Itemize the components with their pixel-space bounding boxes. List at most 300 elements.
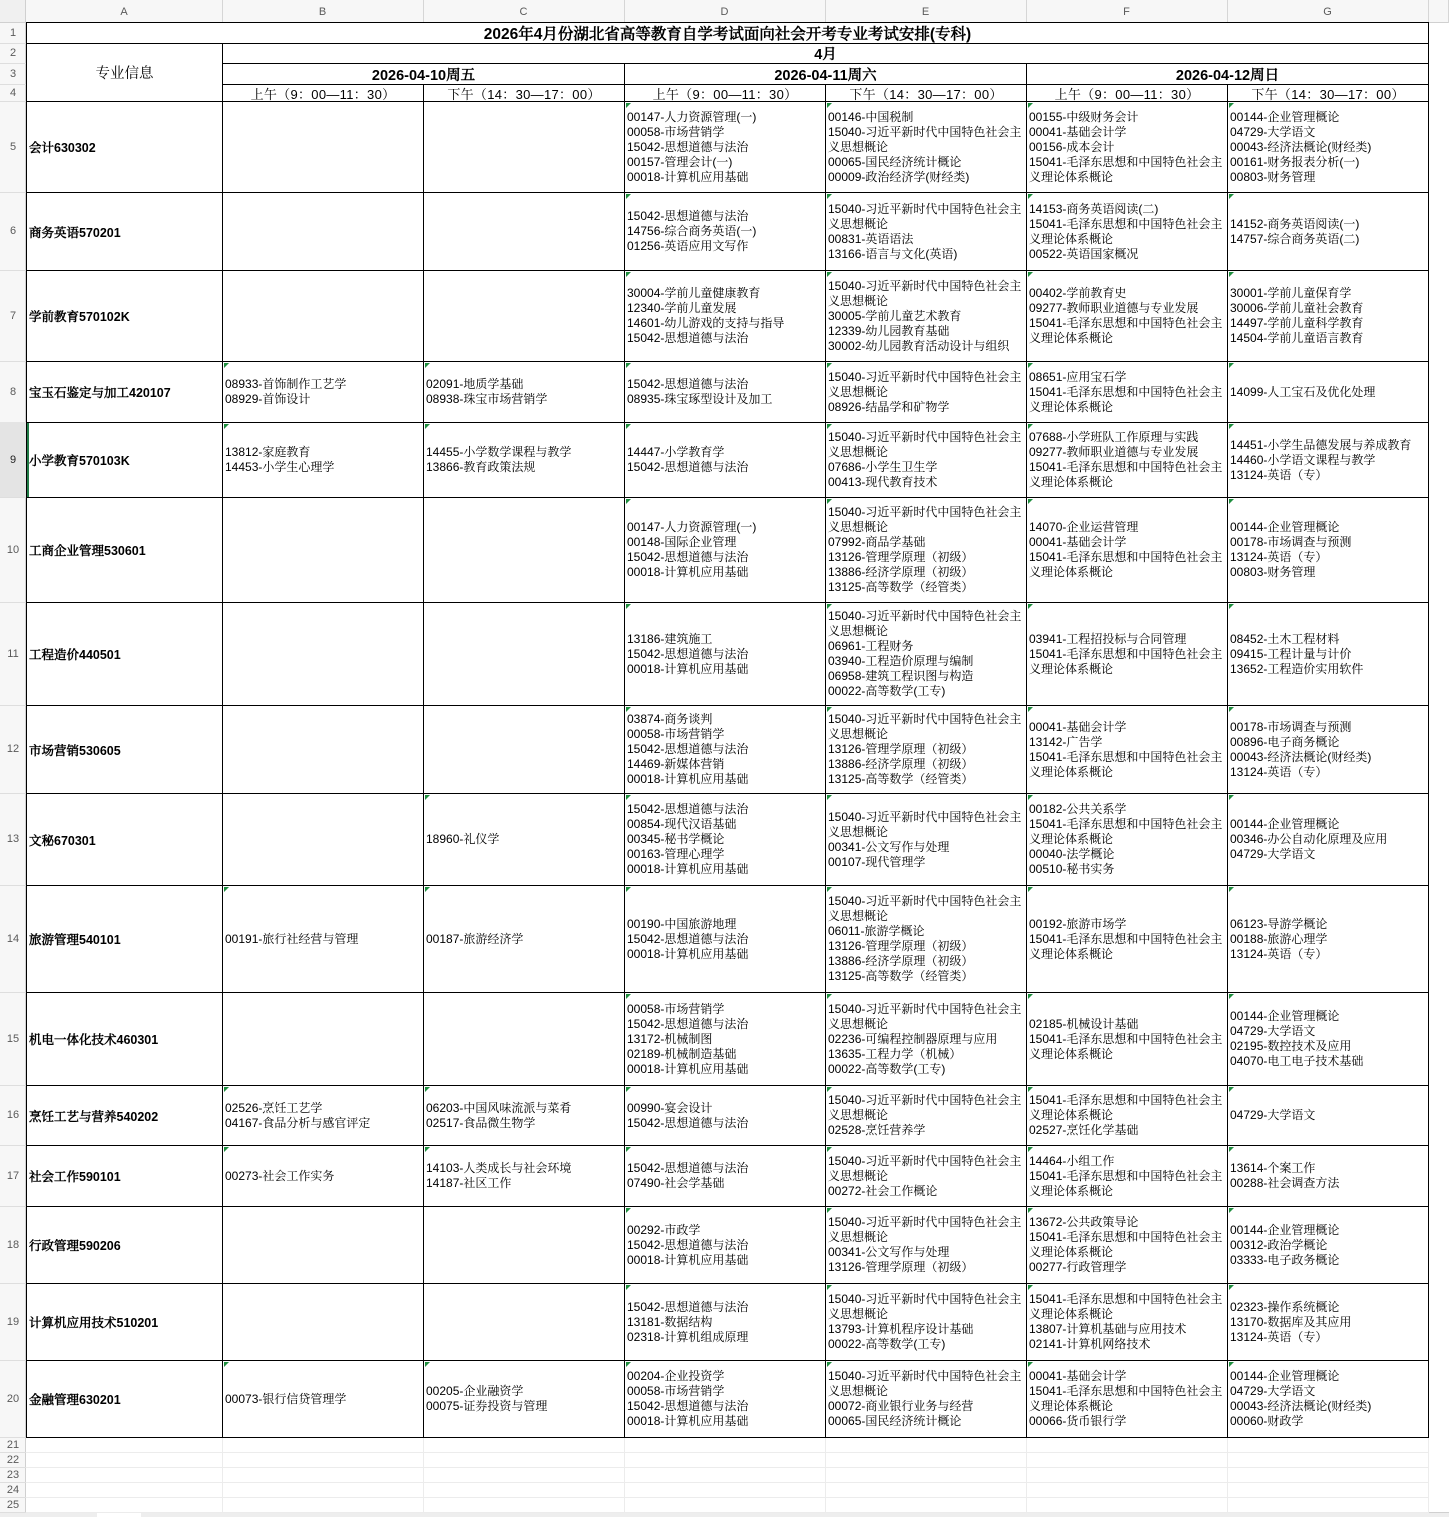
cell-E15[interactable]	[825, 992, 1027, 1086]
course-entry: 14469-新媒体营销	[627, 757, 725, 771]
column-header-c[interactable]	[423, 0, 625, 23]
course-entry: 00022-高等数学(工专)	[828, 684, 946, 698]
course-entry: 00288-社会调查方法	[1230, 1176, 1340, 1190]
exam-session-time: 下午（14：30—17：00）	[849, 86, 1003, 102]
cell-E11[interactable]	[825, 602, 1027, 706]
cell-G20[interactable]	[1227, 1360, 1429, 1438]
cell-G18[interactable]	[1227, 1206, 1429, 1284]
session-header-cell[interactable]	[222, 84, 424, 102]
row-header-22[interactable]	[0, 1452, 26, 1468]
course-entry: 15040-习近平新时代中国特色社会主义思想概论	[828, 1001, 1022, 1031]
cell-D12[interactable]	[624, 705, 826, 794]
row-header-6[interactable]	[0, 192, 26, 271]
course-entry: 07992-商品学基础	[828, 535, 926, 549]
column-letter: E	[921, 5, 930, 18]
row-number: 21	[6, 1438, 20, 1451]
course-entry: 14447-小学教育学	[627, 445, 725, 459]
cell-D14[interactable]	[624, 885, 826, 993]
row-header-21[interactable]	[0, 1437, 26, 1453]
course-entry: 00066-货币银行学	[1029, 1414, 1127, 1428]
row-number: 15	[6, 1032, 20, 1045]
course-entry: 15041-毛泽东思想和中国特色社会主义理论体系概论	[1029, 316, 1223, 345]
row-number: 25	[6, 1498, 20, 1511]
course-entry: 00043-经济法概论(财经类)	[1230, 1399, 1372, 1413]
course-entry: 00058-市场营销学	[627, 1001, 725, 1016]
course-entry: 15040-习近平新时代中国特色社会主义思想概论	[828, 124, 1022, 154]
empty-cell-B21[interactable]	[222, 1437, 424, 1453]
cell-F12[interactable]	[1026, 705, 1228, 794]
empty-cell-D25[interactable]	[624, 1497, 826, 1513]
cell-D5[interactable]	[624, 101, 826, 193]
cell-G10[interactable]	[1227, 497, 1429, 603]
row-header-20[interactable]	[0, 1360, 26, 1438]
course-entry: 15040-习近平新时代中国特色社会主义思想概论	[828, 1093, 1022, 1122]
cell-A17[interactable]	[26, 1145, 223, 1207]
month-header: 4月	[814, 47, 837, 63]
exam-session-time: 下午（14：30—17：00）	[1251, 86, 1405, 102]
cell-A8[interactable]	[26, 361, 223, 423]
cell-C15[interactable]	[423, 992, 625, 1086]
course-entry: 15042-思想道德与法治	[627, 646, 749, 661]
row-header-10[interactable]	[0, 497, 26, 603]
course-entry: 15041-毛泽东思想和中国特色社会主义理论体系概论	[1029, 931, 1223, 961]
empty-cell-D22[interactable]	[624, 1452, 826, 1468]
course-entry: 14601-幼儿游戏的支持与指导	[627, 316, 785, 330]
course-entry: 07688-小学班队工作原理与实践	[1029, 430, 1199, 444]
row-header-7[interactable]	[0, 270, 26, 362]
course-entry: 15042-思想道德与法治	[627, 209, 749, 223]
cell-E8[interactable]	[825, 361, 1027, 423]
cell-F6[interactable]	[1026, 192, 1228, 271]
empty-cell-A24[interactable]	[26, 1482, 223, 1498]
empty-cell-G21[interactable]	[1227, 1437, 1429, 1453]
cell-B18[interactable]	[222, 1206, 424, 1284]
cell-B11[interactable]	[222, 602, 424, 706]
course-entry: 00413-现代教育技术	[828, 475, 938, 489]
cell-F20[interactable]	[1026, 1360, 1228, 1438]
column-header-b[interactable]	[222, 0, 424, 23]
cell-G14[interactable]	[1227, 885, 1429, 993]
course-entry: 00144-企业管理概论	[1230, 109, 1340, 124]
cell-B12[interactable]	[222, 705, 424, 794]
course-entry: 04729-大学语文	[1230, 847, 1316, 861]
cell-D20[interactable]	[624, 1360, 826, 1438]
session-header-cell[interactable]	[1227, 84, 1429, 102]
cell-G17[interactable]	[1227, 1145, 1429, 1207]
course-entry: 01256-英语应用文写作	[627, 239, 749, 253]
course-entry: 00147-人力资源管理(一)	[627, 109, 757, 124]
cell-E5[interactable]	[825, 101, 1027, 193]
row-header-23[interactable]	[0, 1467, 26, 1483]
course-entry: 08651-应用宝石学	[1029, 369, 1127, 384]
row-header-25[interactable]	[0, 1497, 26, 1513]
select-all-corner[interactable]	[0, 0, 26, 23]
empty-cell-C24[interactable]	[423, 1482, 625, 1498]
cell-E18[interactable]	[825, 1206, 1027, 1284]
empty-cell-B23[interactable]	[222, 1467, 424, 1483]
row-number: 5	[9, 140, 17, 153]
cell-D18[interactable]	[624, 1206, 826, 1284]
course-entry: 04070-电工电子技术基础	[1230, 1054, 1364, 1068]
course-entry: 00803-财务管理	[1230, 565, 1316, 579]
course-entry: 15042-思想道德与法治	[627, 550, 749, 564]
cell-G15[interactable]	[1227, 992, 1429, 1086]
cell-G5[interactable]	[1227, 101, 1429, 193]
cell-A6[interactable]	[26, 192, 223, 271]
course-entry: 14460-小学语文课程与教学	[1230, 452, 1376, 467]
cell-B10[interactable]	[222, 497, 424, 603]
cell-F5[interactable]	[1026, 101, 1228, 193]
cell-F16[interactable]	[1026, 1085, 1228, 1146]
cell-A14[interactable]	[26, 885, 223, 993]
course-entry: 02517-食品微生物学	[426, 1115, 536, 1130]
empty-cell-F24[interactable]	[1026, 1482, 1228, 1498]
row-header-18[interactable]	[0, 1206, 26, 1284]
cell-C19[interactable]	[423, 1283, 625, 1361]
course-entry: 07490-社会学基础	[627, 1176, 725, 1190]
cell-C16[interactable]	[423, 1085, 625, 1146]
cell-B14[interactable]	[222, 885, 424, 993]
course-entry: 15042-思想道德与法治	[627, 1399, 749, 1413]
cell-A7[interactable]	[26, 270, 223, 362]
course-entry: 00060-财政学	[1230, 1414, 1304, 1428]
empty-cell-E24[interactable]	[825, 1482, 1027, 1498]
empty-cell-G24[interactable]	[1227, 1482, 1429, 1498]
cell-C11[interactable]	[423, 602, 625, 706]
course-entry: 15041-毛泽东思想和中国特色社会主义理论体系概论	[1029, 460, 1223, 489]
course-entry: 15041-毛泽东思想和中国特色社会主义理论体系概论	[1029, 216, 1223, 246]
cell-C14[interactable]	[423, 885, 625, 993]
course-entry: 00157-管理会计(一)	[627, 154, 733, 169]
cell-E7[interactable]	[825, 270, 1027, 362]
cell-C9[interactable]	[423, 422, 625, 498]
cell-C7[interactable]	[423, 270, 625, 362]
cell-B17[interactable]	[222, 1145, 424, 1207]
cell-E13[interactable]	[825, 793, 1027, 886]
cell-C6[interactable]	[423, 192, 625, 271]
cell-D15[interactable]	[624, 992, 826, 1086]
course-entry: 00041-基础会计学	[1029, 1369, 1127, 1383]
empty-cell-F21[interactable]	[1026, 1437, 1228, 1453]
column-header-f[interactable]	[1026, 0, 1228, 23]
cell-E20[interactable]	[825, 1360, 1027, 1438]
course-entry: 15042-思想道德与法治	[627, 1161, 749, 1175]
cell-D10[interactable]	[624, 497, 826, 603]
course-entry: 30005-学前儿童艺术教育	[828, 308, 962, 323]
empty-cell-F22[interactable]	[1026, 1452, 1228, 1468]
course-entry: 13807-计算机基础与应用技术	[1029, 1322, 1187, 1336]
cell-F11[interactable]	[1026, 602, 1228, 706]
course-entry: 00144-企业管理概论	[1230, 817, 1340, 831]
empty-cell-B24[interactable]	[222, 1482, 424, 1498]
cell-E17[interactable]	[825, 1145, 1027, 1207]
row-header-14[interactable]	[0, 885, 26, 993]
course-entry: 15041-毛泽东思想和中国特色社会主义理论体系概论	[1029, 1168, 1223, 1198]
cell-B15[interactable]	[222, 992, 424, 1086]
empty-cell-A21[interactable]	[26, 1437, 223, 1453]
cell-C8[interactable]	[423, 361, 625, 423]
course-entry: 02318-计算机组成原理	[627, 1329, 749, 1344]
course-entry: 00831-英语语法	[828, 231, 914, 246]
course-entry: 08935-珠宝琢型设计及加工	[627, 392, 773, 406]
cell-D6[interactable]	[624, 192, 826, 271]
course-entry: 00272-社会工作概论	[828, 1183, 938, 1198]
empty-cell-G25[interactable]	[1227, 1497, 1429, 1513]
cell-C12[interactable]	[423, 705, 625, 794]
course-entry: 00058-市场营销学	[627, 727, 725, 741]
cell-F8[interactable]	[1026, 361, 1228, 423]
cell-F17[interactable]	[1026, 1145, 1228, 1207]
empty-cell-A23[interactable]	[26, 1467, 223, 1483]
course-entry: 00058-市场营销学	[627, 124, 725, 139]
course-entry: 13126-管理学原理（初级）	[828, 939, 974, 953]
major-info-header-cell[interactable]	[26, 43, 223, 102]
cell-D9[interactable]	[624, 422, 826, 498]
course-entry: 13181-数据结构	[627, 1314, 713, 1329]
cell-C13[interactable]	[423, 793, 625, 886]
cell-A5[interactable]	[26, 101, 223, 193]
empty-cell-F25[interactable]	[1026, 1497, 1228, 1513]
course-entry: 00147-人力资源管理(一)	[627, 520, 757, 534]
cell-D13[interactable]	[624, 793, 826, 886]
course-entry: 00018-计算机应用基础	[627, 862, 749, 876]
course-entry: 15040-习近平新时代中国特色社会主义思想概论	[828, 894, 1022, 923]
course-entry: 13125-高等数学（经管类）	[828, 580, 974, 594]
course-entry: 13124-英语（专）	[1230, 467, 1328, 482]
cell-D17[interactable]	[624, 1145, 826, 1207]
column-header-a[interactable]	[26, 0, 223, 23]
cell-E12[interactable]	[825, 705, 1027, 794]
row-header-15[interactable]	[0, 992, 26, 1086]
sheet-title-cell[interactable]	[26, 22, 1429, 44]
cell-D8[interactable]	[624, 361, 826, 423]
course-entry: 14757-综合商务英语(二)	[1230, 231, 1360, 246]
cell-G7[interactable]	[1227, 270, 1429, 362]
course-entry: 00163-管理心理学	[627, 847, 725, 861]
empty-cell-B25[interactable]	[222, 1497, 424, 1513]
row-header-19[interactable]	[0, 1283, 26, 1361]
cell-G11[interactable]	[1227, 602, 1429, 706]
course-entry: 02526-烹饪工艺学	[225, 1100, 323, 1115]
cell-C20[interactable]	[423, 1360, 625, 1438]
cell-G12[interactable]	[1227, 705, 1429, 794]
row-header-8[interactable]	[0, 361, 26, 423]
cell-B6[interactable]	[222, 192, 424, 271]
cell-F15[interactable]	[1026, 992, 1228, 1086]
row-header-13[interactable]	[0, 793, 26, 886]
column-letter: G	[1323, 5, 1332, 18]
cell-G9[interactable]	[1227, 422, 1429, 498]
cell-G6[interactable]	[1227, 192, 1429, 271]
cell-B19[interactable]	[222, 1283, 424, 1361]
course-entry: 13124-英语（专）	[1230, 1329, 1328, 1344]
course-entry: 03874-商务谈判	[627, 712, 713, 726]
cell-G8[interactable]	[1227, 361, 1429, 423]
course-entry: 00188-旅游心理学	[1230, 931, 1328, 946]
course-entry: 15041-毛泽东思想和中国特色社会主义理论体系概论	[1029, 1031, 1223, 1061]
course-entry: 08452-土木工程材料	[1230, 631, 1340, 646]
empty-cell-G22[interactable]	[1227, 1452, 1429, 1468]
cell-F7[interactable]	[1026, 270, 1228, 362]
cell-B13[interactable]	[222, 793, 424, 886]
empty-cell-D24[interactable]	[624, 1482, 826, 1498]
cell-F19[interactable]	[1026, 1283, 1228, 1361]
empty-cell-C23[interactable]	[423, 1467, 625, 1483]
cell-B7[interactable]	[222, 270, 424, 362]
sheet-title: 2026年4月份湖北省高等教育自学考试面向社会开考专业考试安排(专科)	[483, 26, 972, 43]
empty-cell-A22[interactable]	[26, 1452, 223, 1468]
session-header-cell[interactable]	[423, 84, 625, 102]
cell-A11[interactable]	[26, 602, 223, 706]
cell-A20[interactable]	[26, 1360, 223, 1438]
empty-cell-D21[interactable]	[624, 1437, 826, 1453]
cell-G16[interactable]	[1227, 1085, 1429, 1146]
empty-cell-E25[interactable]	[825, 1497, 1027, 1513]
cell-E16[interactable]	[825, 1085, 1027, 1146]
cell-C17[interactable]	[423, 1145, 625, 1207]
cell-A12[interactable]	[26, 705, 223, 794]
column-letter: C	[519, 5, 528, 18]
course-entry: 15041-毛泽东思想和中国特色社会主义理论体系概论	[1029, 154, 1223, 184]
course-entry: 00018-计算机应用基础	[627, 772, 749, 786]
major-name: 旅游管理540101	[29, 933, 121, 947]
course-entry: 15042-思想道德与法治	[627, 742, 749, 756]
cell-D11[interactable]	[624, 602, 826, 706]
cell-E19[interactable]	[825, 1283, 1027, 1361]
empty-cell-G23[interactable]	[1227, 1467, 1429, 1483]
row-header-9[interactable]	[0, 422, 26, 498]
cell-F9[interactable]	[1026, 422, 1228, 498]
major-name: 工商企业管理530601	[29, 544, 146, 558]
cell-D7[interactable]	[624, 270, 826, 362]
course-entry: 00341-公文写作与处理	[828, 839, 950, 854]
empty-cell-C21[interactable]	[423, 1437, 625, 1453]
sheet-tab[interactable]	[97, 1513, 141, 1517]
course-entry: 04729-大学语文	[1230, 1108, 1316, 1122]
session-header-cell[interactable]	[825, 84, 1027, 102]
cell-C10[interactable]	[423, 497, 625, 603]
cell-E10[interactable]	[825, 497, 1027, 603]
cell-C18[interactable]	[423, 1206, 625, 1284]
major-name: 小学教育570103K	[29, 454, 130, 468]
course-entry: 13886-经济学原理（初级）	[828, 565, 974, 579]
row-header-17[interactable]	[0, 1145, 26, 1207]
row-header-1[interactable]	[0, 22, 26, 44]
row-header-16[interactable]	[0, 1085, 26, 1146]
column-header-e[interactable]	[825, 0, 1027, 23]
empty-cell-E21[interactable]	[825, 1437, 1027, 1453]
course-entry: 00146-中国税制	[828, 109, 914, 124]
cell-B8[interactable]	[222, 361, 424, 423]
cell-E14[interactable]	[825, 885, 1027, 993]
row-header-3[interactable]	[0, 63, 26, 85]
cell-A19[interactable]	[26, 1283, 223, 1361]
session-header-cell[interactable]	[624, 84, 826, 102]
course-entry: 00065-国民经济统计概论	[828, 154, 962, 169]
course-entry: 15042-思想道德与法治	[627, 931, 749, 946]
course-entry: 13635-工程力学（机械）	[828, 1046, 962, 1061]
cell-E9[interactable]	[825, 422, 1027, 498]
row-header-12[interactable]	[0, 705, 26, 794]
cell-B5[interactable]	[222, 101, 424, 193]
course-entry: 09277-教师职业道德与专业发展	[1029, 301, 1199, 315]
course-entry: 00041-基础会计学	[1029, 719, 1127, 734]
cell-G19[interactable]	[1227, 1283, 1429, 1361]
empty-cell-C25[interactable]	[423, 1497, 625, 1513]
course-entry: 15040-习近平新时代中国特色社会主义思想概论	[828, 609, 1022, 638]
cell-G13[interactable]	[1227, 793, 1429, 886]
row-header-11[interactable]	[0, 602, 26, 706]
cell-F18[interactable]	[1026, 1206, 1228, 1284]
course-entry: 00345-秘书学概论	[627, 832, 725, 846]
empty-cell-B22[interactable]	[222, 1452, 424, 1468]
cell-F10[interactable]	[1026, 497, 1228, 603]
row-header-5[interactable]	[0, 101, 26, 193]
empty-cell-D23[interactable]	[624, 1467, 826, 1483]
course-entry: 00058-市场营销学	[627, 1384, 725, 1398]
cell-B9[interactable]	[222, 422, 424, 498]
session-header-cell[interactable]	[1026, 84, 1228, 102]
date-header-cell[interactable]	[624, 63, 1027, 85]
course-entry: 14464-小组工作	[1029, 1153, 1115, 1168]
date-header-cell[interactable]	[1026, 63, 1429, 85]
cell-F13[interactable]	[1026, 793, 1228, 886]
empty-cell-E22[interactable]	[825, 1452, 1027, 1468]
cell-B16[interactable]	[222, 1085, 424, 1146]
cell-C5[interactable]	[423, 101, 625, 193]
course-entry: 15041-毛泽东思想和中国特色社会主义理论体系概论	[1029, 550, 1223, 579]
cell-D19[interactable]	[624, 1283, 826, 1361]
cell-D16[interactable]	[624, 1085, 826, 1146]
row-number: 1	[9, 26, 17, 39]
column-header-d[interactable]	[624, 0, 826, 23]
course-entry: 00072-商业银行业务与经营	[828, 1399, 974, 1413]
cell-A9[interactable]	[26, 422, 223, 498]
row-header-24[interactable]	[0, 1482, 26, 1498]
course-entry: 15040-习近平新时代中国特色社会主义思想概论	[828, 1153, 1022, 1183]
course-entry: 13186-建筑施工	[627, 631, 713, 646]
date-header-cell[interactable]	[222, 63, 625, 85]
cell-E6[interactable]	[825, 192, 1027, 271]
course-entry: 00178-市场调查与预测	[1230, 535, 1352, 549]
course-entry: 13866-教育政策法规	[426, 460, 536, 474]
exam-session-time: 下午（14：30—17：00）	[447, 86, 601, 102]
row-number: 8	[9, 385, 17, 398]
course-entry: 13170-数据库及其应用	[1230, 1314, 1352, 1329]
course-entry: 14187-社区工作	[426, 1176, 512, 1190]
empty-cell-F23[interactable]	[1026, 1467, 1228, 1483]
month-header-cell[interactable]	[222, 43, 1429, 64]
row-header-4[interactable]	[0, 84, 26, 102]
course-entry: 00156-成本会计	[1029, 139, 1115, 154]
cell-A15[interactable]	[26, 992, 223, 1086]
course-entry: 09277-教师职业道德与专业发展	[1029, 445, 1199, 459]
column-header-g[interactable]	[1227, 0, 1429, 23]
cell-A10[interactable]	[26, 497, 223, 603]
empty-cell-C22[interactable]	[423, 1452, 625, 1468]
row-header-2[interactable]	[0, 43, 26, 64]
course-entry: 14453-小学生心理学	[225, 460, 335, 474]
cell-F14[interactable]	[1026, 885, 1228, 993]
cell-A18[interactable]	[26, 1206, 223, 1284]
column-header-next[interactable]	[1428, 0, 1449, 23]
cell-A16[interactable]	[26, 1085, 223, 1146]
cell-B20[interactable]	[222, 1360, 424, 1438]
cell-A13[interactable]	[26, 793, 223, 886]
course-entry: 15040-习近平新时代中国特色社会主义思想概论	[828, 201, 1022, 231]
empty-cell-E23[interactable]	[825, 1467, 1027, 1483]
empty-cell-A25[interactable]	[26, 1497, 223, 1513]
